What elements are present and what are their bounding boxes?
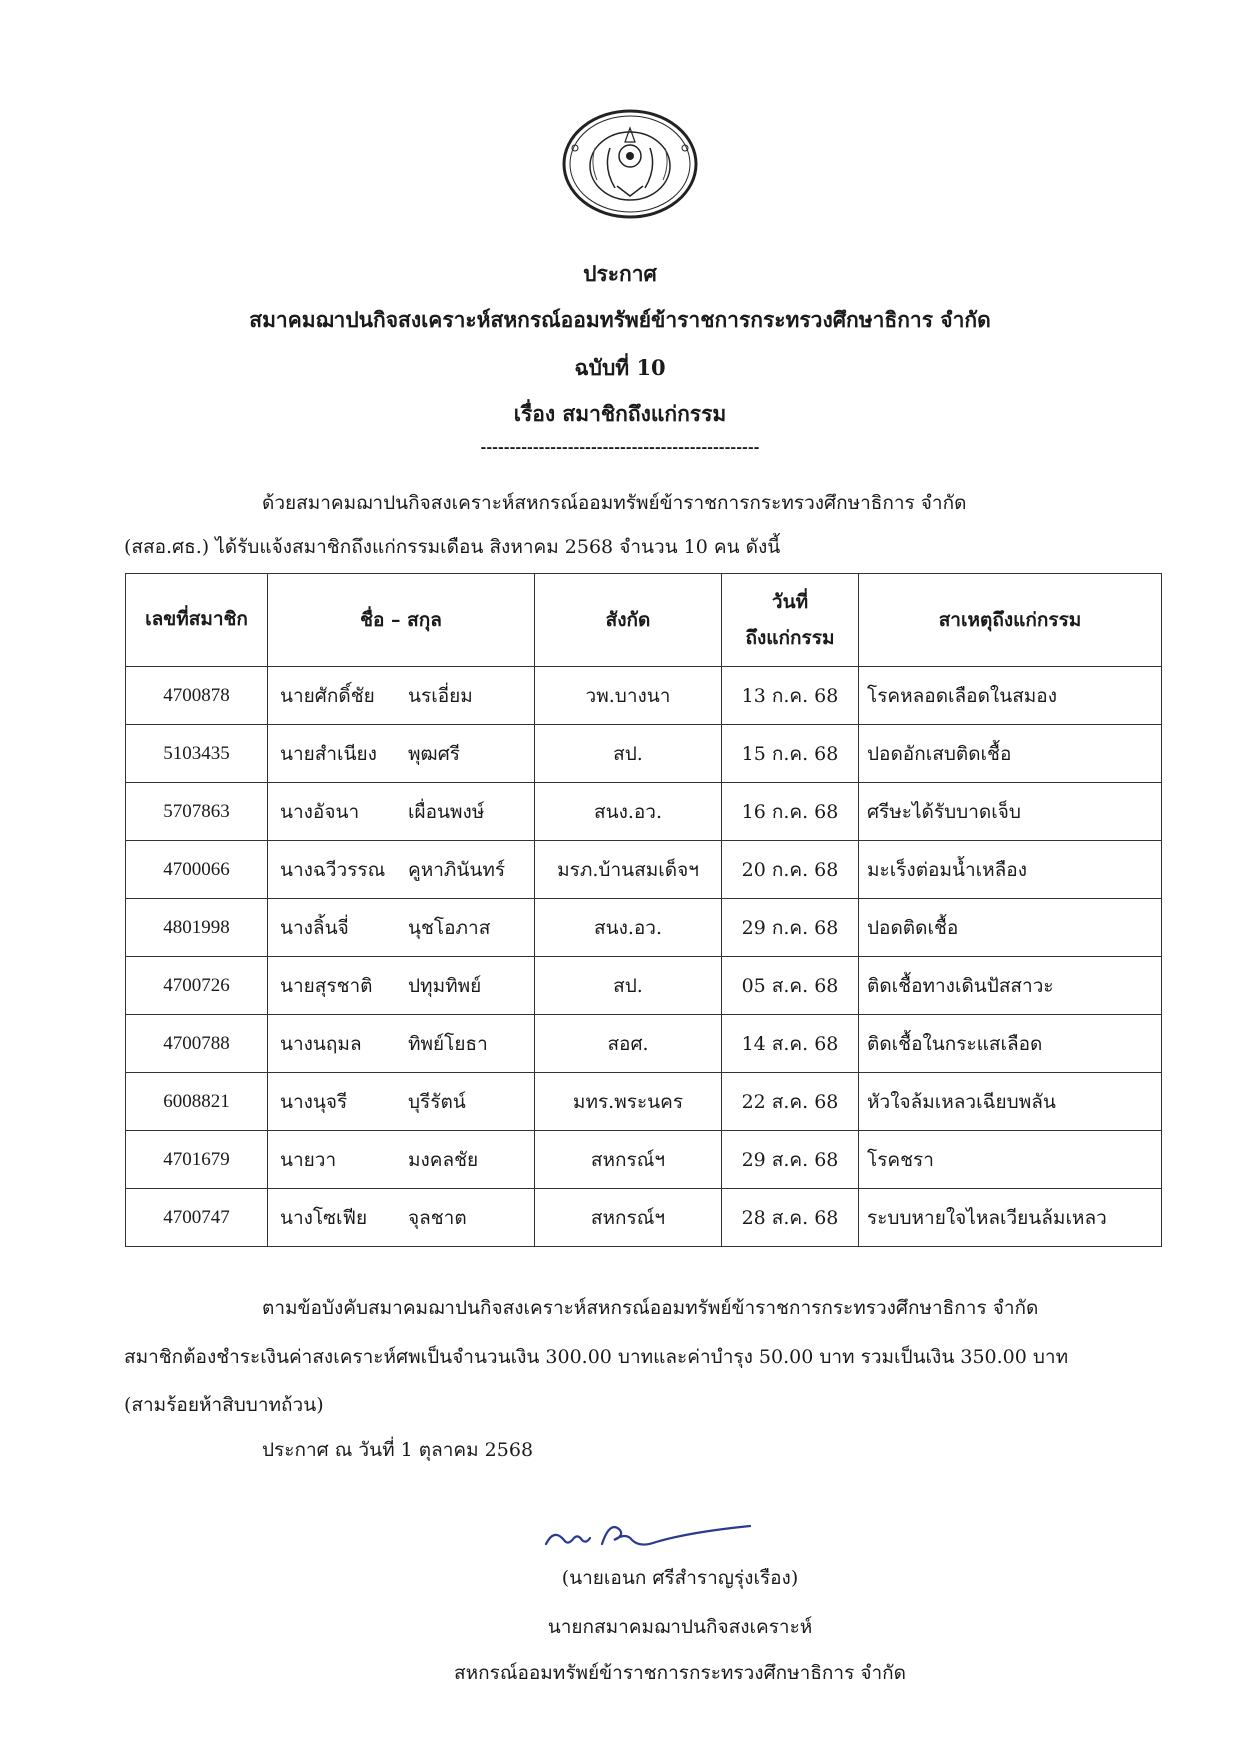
cause-cell: ระบบหายใจไหลเวียนล้มเหลว — [859, 1189, 1162, 1247]
table-row — [126, 957, 1162, 1015]
last-name: นุชโอภาส — [408, 916, 491, 939]
intro-line-2: (สสอ.ศธ.) ได้รับแจ้งสมาชิกถึงแก่กรรมเดือน สิงหาคม 2568 จำนวน 10 คน ดังนี้ — [124, 536, 781, 558]
first-name: นายศักดิ์ชัย — [280, 684, 375, 707]
signatory-name: (นายเอนก ศรีสำราญรุ่งเรือง) — [561, 1567, 799, 1589]
first-name: นางฉวีวรรณ — [280, 858, 386, 881]
association-seal-icon — [555, 108, 705, 220]
member-id-cell: 5707863 — [126, 783, 268, 841]
header-date — [722, 574, 859, 667]
table-row — [126, 1131, 1162, 1189]
cause-cell: ปอดอักเสบติดเชื้อ — [859, 725, 1162, 783]
payment-line-3: (สามร้อยห้าสิบบาทถ้วน) — [124, 1394, 324, 1416]
member-id-cell: 4700726 — [126, 957, 268, 1015]
first-name: นางลิ้นจี่ — [280, 916, 349, 939]
deceased-members-table — [125, 573, 1162, 1247]
date-cell: 14 ส.ค. 68 — [722, 1015, 859, 1073]
payment-line-2: สมาชิกต้องชำระเงินค่าสงเคราะห์ศพเป็นจำนวนเงิน 300.00 บาทและค่าบำรุง 50.00 บาท รวมเป็นเงิน 350.00 บาท — [124, 1346, 1069, 1368]
signature-icon — [540, 1510, 760, 1560]
name-cell — [268, 1073, 535, 1131]
first-name: นายสำเนียง — [280, 742, 377, 765]
cause-cell: ติดเชื้อทางเดินปัสสาวะ — [859, 957, 1162, 1015]
first-name: นางนุจรี — [280, 1090, 348, 1113]
last-name: ทิพย์โยธา — [408, 1032, 488, 1055]
table-row — [126, 667, 1162, 725]
member-id-cell: 4701679 — [126, 1131, 268, 1189]
name-cell — [268, 1189, 535, 1247]
table-row — [126, 725, 1162, 783]
cause-cell: ติดเชื้อในกระแสเลือด — [859, 1015, 1162, 1073]
cause-cell: โรคชรา — [859, 1131, 1162, 1189]
date-cell: 05 ส.ค. 68 — [722, 957, 859, 1015]
cause-cell: ปอดติดเชื้อ — [859, 899, 1162, 957]
last-name: คูหาภินันทร์ — [408, 858, 506, 881]
signatory-position-1: นายกสมาคมฌาปนกิจสงเคราะห์ — [547, 1616, 813, 1638]
unit-cell: วพ.บางนา — [535, 667, 722, 725]
first-name: นางนฤมล — [280, 1032, 362, 1055]
unit-cell: สป. — [535, 725, 722, 783]
last-name: เผื่อนพงษ์ — [408, 800, 485, 823]
first-name: นายสุรชาติ — [280, 974, 373, 997]
header-member-id: เลขที่สมาชิก — [126, 574, 268, 667]
date-cell: 16 ก.ค. 68 — [722, 783, 859, 841]
member-id-cell: 4801998 — [126, 899, 268, 957]
first-name: นางอัจนา — [280, 800, 360, 823]
last-name: นรเอี่ยม — [408, 684, 473, 707]
unit-cell: มรภ.บ้านสมเด็จฯ — [535, 841, 722, 899]
unit-cell: สอศ. — [535, 1015, 722, 1073]
unit-cell: สนง.อว. — [535, 899, 722, 957]
signatory-position-2: สหกรณ์ออมทรัพย์ข้าราชการกระทรวงศึกษาธิการ จำกัด — [453, 1662, 906, 1684]
date-cell: 15 ก.ค. 68 — [722, 725, 859, 783]
member-id-cell: 4700878 — [126, 667, 268, 725]
member-id-cell: 6008821 — [126, 1073, 268, 1131]
intro-line-1: ด้วยสมาคมฌาปนกิจสงเคราะห์สหกรณ์ออมทรัพย์ข้าราชการกระทรวงศึกษาธิการ จำกัด — [262, 492, 967, 514]
unit-cell: สป. — [535, 957, 722, 1015]
unit-cell: สนง.อว. — [535, 783, 722, 841]
name-cell — [268, 667, 535, 725]
first-name: นางโซเฟีย — [280, 1206, 368, 1229]
date-cell: 29 ส.ค. 68 — [722, 1131, 859, 1189]
last-name: พุฒศรี — [408, 742, 460, 765]
announcement-title: ประกาศ — [583, 261, 657, 286]
table-row — [126, 783, 1162, 841]
header-cause: สาเหตุถึงแก่กรรม — [859, 574, 1162, 667]
subject-line: เรื่อง สมาชิกถึงแก่กรรม — [513, 401, 727, 426]
unit-cell: สหกรณ์ฯ — [535, 1189, 722, 1247]
member-id-cell: 4700788 — [126, 1015, 268, 1073]
table-header-row — [126, 574, 1162, 667]
separator-rule: ------------------------------------------------ — [480, 440, 760, 456]
member-id-cell: 4700066 — [126, 841, 268, 899]
name-cell — [268, 841, 535, 899]
table-row — [126, 1073, 1162, 1131]
table-row — [126, 841, 1162, 899]
issue-number: ฉบับที่ 10 — [574, 355, 666, 380]
unit-cell: มทร.พระนคร — [535, 1073, 722, 1131]
date-cell: 29 ก.ค. 68 — [722, 899, 859, 957]
date-cell: 13 ก.ค. 68 — [722, 667, 859, 725]
header-name: ชื่อ – สกุล — [268, 574, 535, 667]
date-cell: 28 ส.ค. 68 — [722, 1189, 859, 1247]
name-cell — [268, 899, 535, 957]
name-cell — [268, 957, 535, 1015]
table-row — [126, 1189, 1162, 1247]
member-id-cell: 4700747 — [126, 1189, 268, 1247]
table-row — [126, 1015, 1162, 1073]
header-date-line-1: วันที่ — [771, 591, 809, 613]
name-cell — [268, 1131, 535, 1189]
name-cell — [268, 725, 535, 783]
header-date-line-2: ถึงแก่กรรม — [745, 627, 835, 649]
last-name: บุรีรัตน์ — [408, 1090, 466, 1113]
cause-cell: มะเร็งต่อมน้ำเหลือง — [859, 841, 1162, 899]
table-row — [126, 899, 1162, 957]
payment-line-1: ตามข้อบังคับสมาคมฌาปนกิจสงเคราะห์สหกรณ์ออมทรัพย์ข้าราชการกระทรวงศึกษาธิการ จำกัด — [262, 1297, 1039, 1319]
cause-cell: โรคหลอดเลือดในสมอง — [859, 667, 1162, 725]
header-unit: สังกัด — [535, 574, 722, 667]
name-cell — [268, 1015, 535, 1073]
last-name: ปทุมทิพย์ — [408, 974, 482, 997]
last-name: มงคลชัย — [408, 1148, 479, 1171]
date-cell: 20 ก.ค. 68 — [722, 841, 859, 899]
announcement-date: ประกาศ ณ วันที่ 1 ตุลาคม 2568 — [262, 1439, 534, 1461]
name-cell — [268, 783, 535, 841]
date-cell: 22 ส.ค. 68 — [722, 1073, 859, 1131]
first-name: นายวา — [280, 1148, 337, 1171]
organization-name: สมาคมฌาปนกิจสงเคราะห์สหกรณ์ออมทรัพย์ข้าราชการกระทรวงศึกษาธิการ จำกัด — [249, 307, 991, 332]
unit-cell: สหกรณ์ฯ — [535, 1131, 722, 1189]
cause-cell: ศรีษะได้รับบาดเจ็บ — [859, 783, 1162, 841]
member-id-cell: 5103435 — [126, 725, 268, 783]
cause-cell: หัวใจล้มเหลวเฉียบพลัน — [859, 1073, 1162, 1131]
last-name: จุลชาต — [408, 1206, 467, 1229]
